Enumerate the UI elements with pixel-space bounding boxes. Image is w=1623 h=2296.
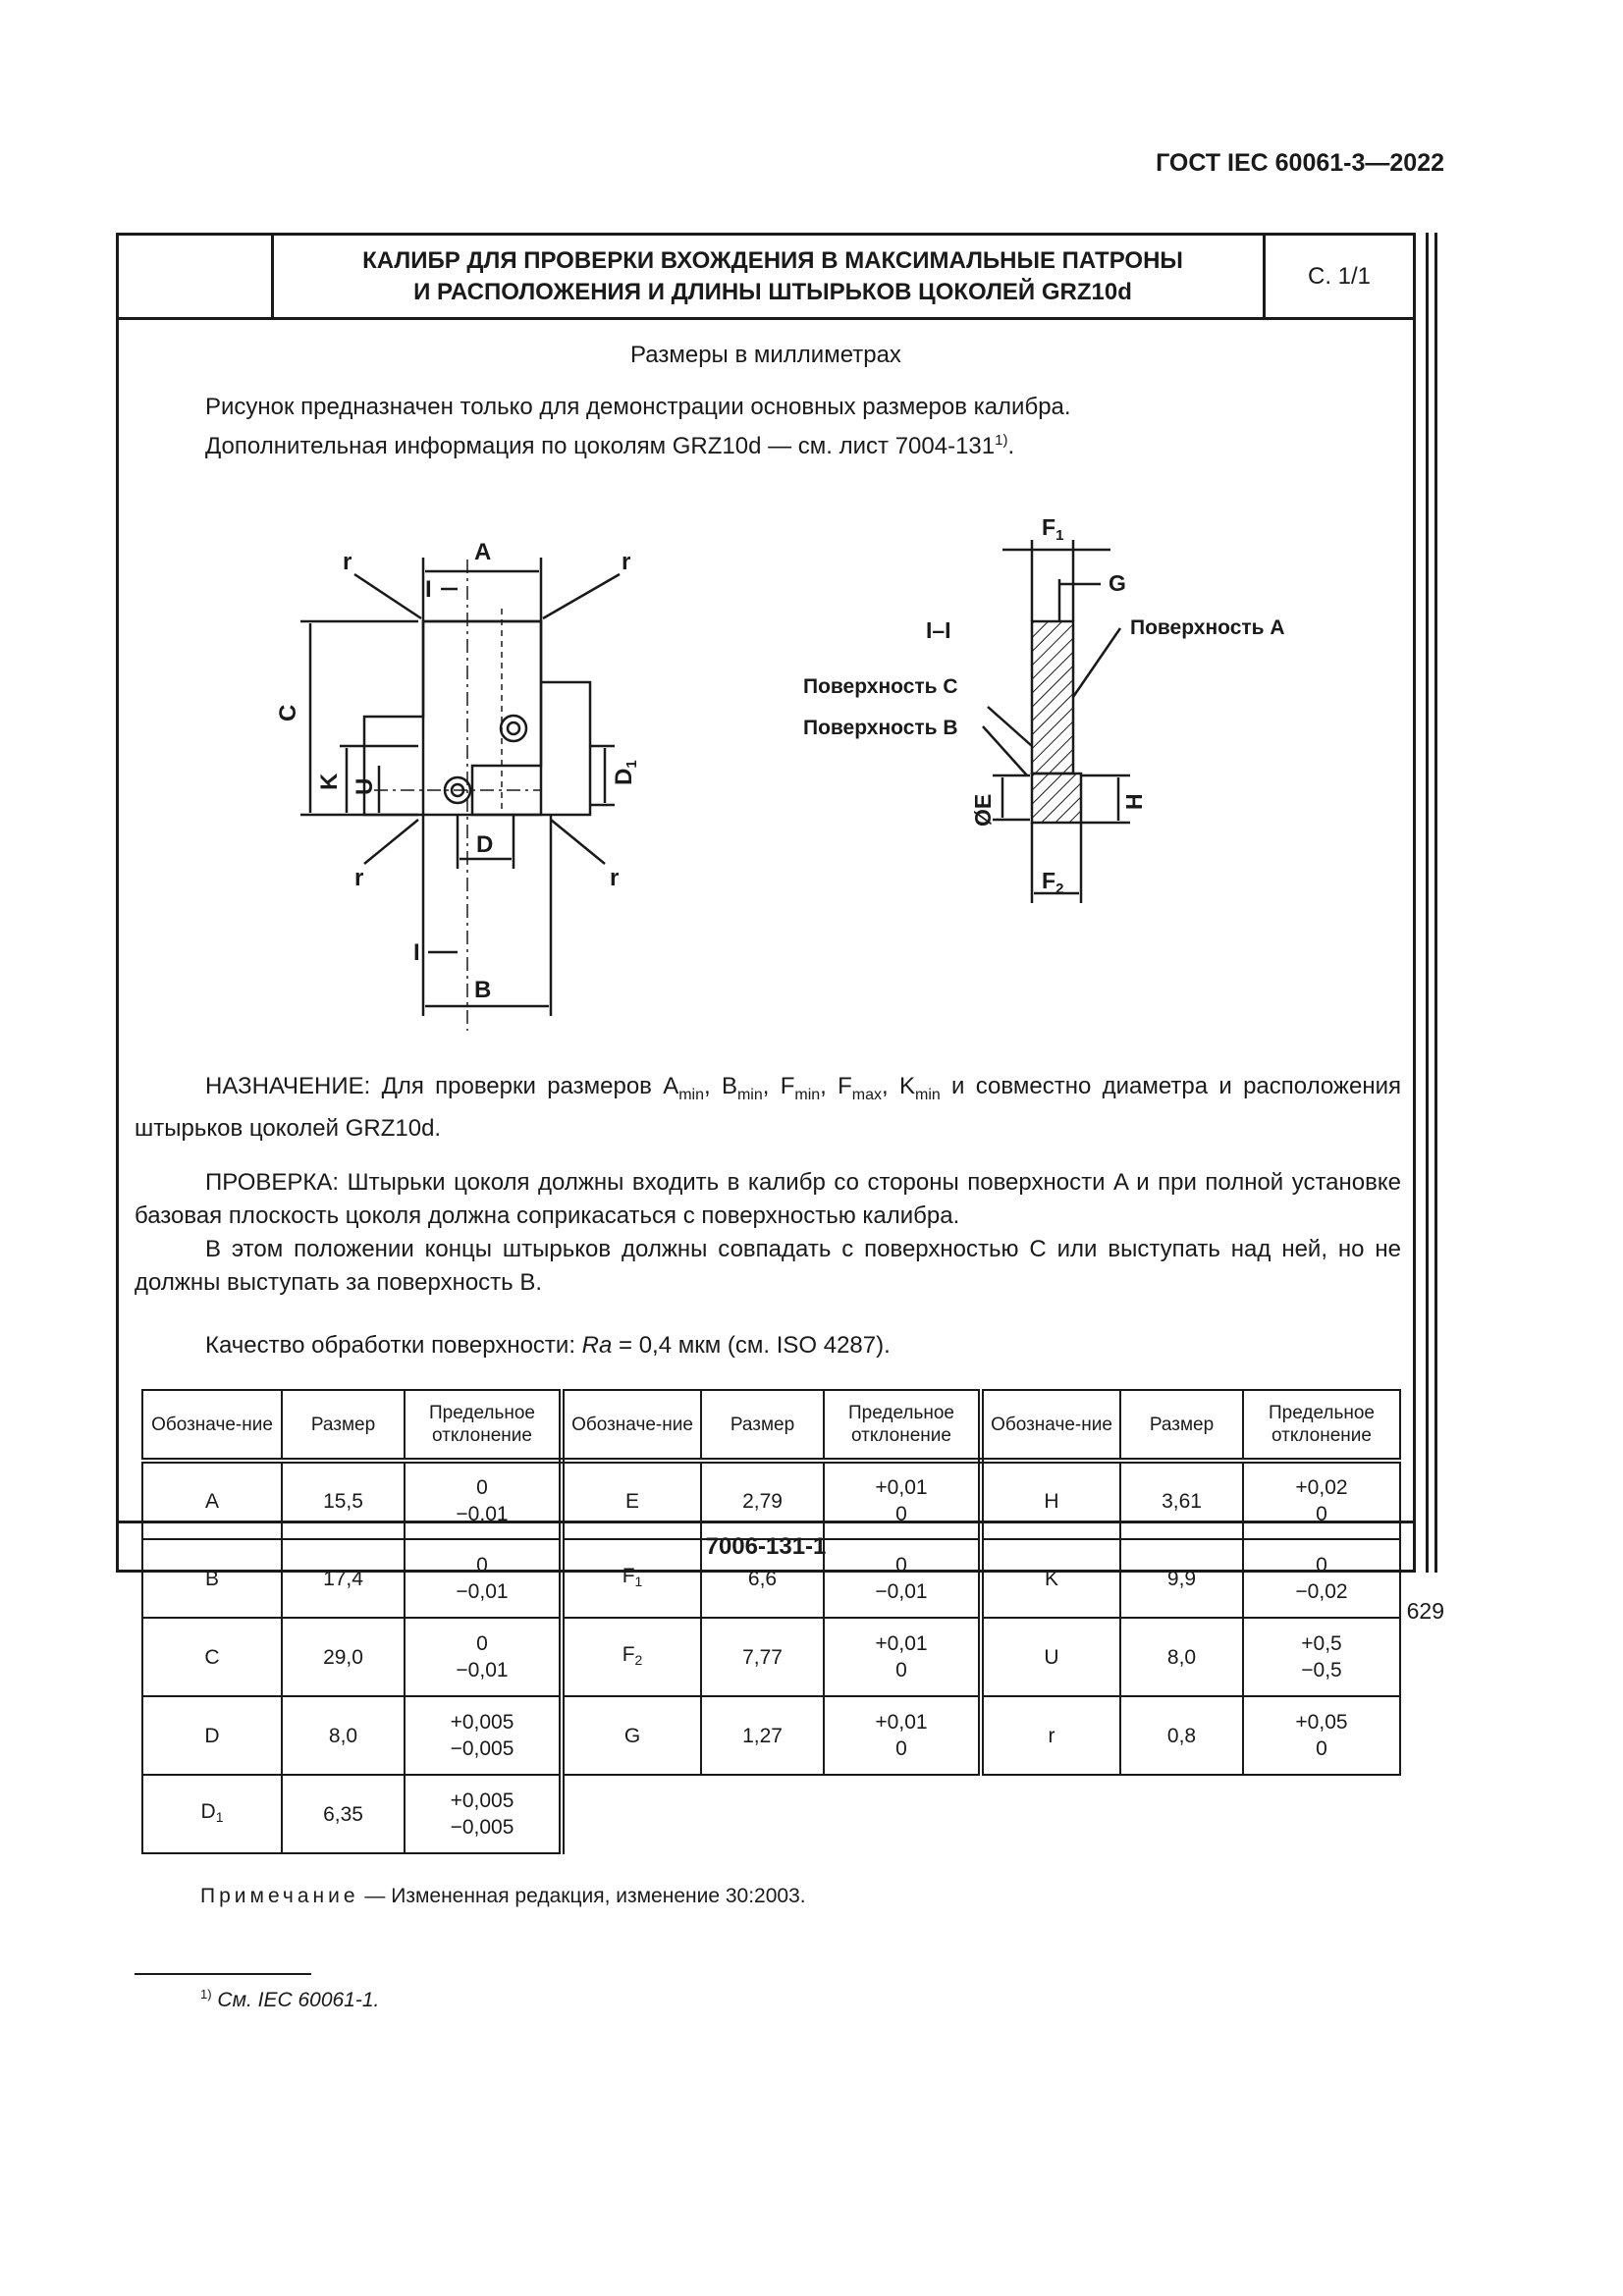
cell-tolerance: +0,005 −0,005	[405, 1775, 562, 1853]
label-C: C	[275, 704, 301, 721]
cell-designation: C	[142, 1618, 282, 1696]
table-header-row	[142, 1390, 1400, 1461]
frame-double-line	[1434, 233, 1437, 1573]
sheet-code: 7006-131-1	[119, 1521, 1413, 1570]
label-D1: $D_1$	[611, 760, 640, 785]
label-H: H	[1121, 793, 1147, 810]
cell-tolerance: +0,02 0	[1243, 1461, 1400, 1539]
cell-size: 3,61	[1120, 1461, 1243, 1539]
label-E: ØE	[970, 793, 996, 827]
cell-designation: K	[981, 1539, 1120, 1618]
label-I-top: I	[425, 576, 432, 603]
cell-size: 6,35	[282, 1775, 405, 1853]
cell-designation: B	[142, 1539, 282, 1618]
label-K: K	[316, 773, 343, 790]
cell-tolerance: 0 −0,01	[824, 1539, 981, 1618]
cell-tolerance: +0,01 0	[824, 1461, 981, 1539]
cell-tolerance: 0 −0,02	[1243, 1539, 1400, 1618]
cell-designation: D	[142, 1696, 282, 1775]
label-surface-c: Поверхность C	[803, 675, 958, 698]
intro-line-2: Дополнительная информация по цоколям GRZ10d — см. лист 7004-131$^{1)}$.	[205, 432, 1015, 459]
cell-size: 9,9	[1120, 1539, 1243, 1618]
header-size: Размер	[701, 1390, 824, 1461]
gauge-front-body	[423, 621, 541, 815]
header-designation: Обозначе-ние	[981, 1390, 1120, 1461]
empty-cell	[562, 1775, 1400, 1853]
cell-designation: A	[142, 1461, 282, 1539]
table-row	[142, 1775, 1400, 1853]
cell-size: 2,79	[701, 1461, 824, 1539]
cell-size: 7,77	[701, 1618, 824, 1696]
cell-size: 0,8	[1120, 1696, 1243, 1775]
intro-line-1: Рисунок предназначен только для демонстрации основных размеров калибра.	[205, 394, 1071, 420]
dimensions-note: Размеры в миллиметрах	[630, 342, 901, 368]
cell-size: 17,4	[282, 1539, 405, 1618]
header-size: Размер	[282, 1390, 405, 1461]
cell-tolerance: 0 −0,01	[405, 1461, 562, 1539]
check-paragraph-1: ПРОВЕРКА: Штырьки цоколя должны входить в калибр со стороны поверхности A и при полной установке базовая плоскость цоколя должна соприкасаться с поверхностью калибра.	[135, 1169, 1401, 1229]
title-blank-cell	[119, 236, 274, 317]
cell-size: 1,27	[701, 1696, 824, 1775]
cell-tolerance: +0,01 0	[824, 1618, 981, 1696]
label-F2: $F_2$	[1042, 868, 1064, 897]
label-r-1: r	[343, 549, 352, 575]
label-r-2: r	[622, 549, 631, 575]
header-designation: Обозначе-ние	[562, 1390, 701, 1461]
surface-quality: Качество обработки поверхности: Ra = 0,4 мкм (см. ISO 4287).	[205, 1332, 891, 1359]
section-upper	[1032, 621, 1073, 774]
header-designation: Обозначе-ние	[142, 1390, 282, 1461]
cell-size: 8,0	[282, 1696, 405, 1775]
cell-designation: G	[562, 1696, 701, 1775]
cell-designation: $D_1$	[142, 1775, 282, 1853]
label-F1: $F_1$	[1042, 514, 1064, 544]
dimensions-table	[141, 1389, 1401, 1854]
section-lower	[1032, 774, 1081, 823]
header-tolerance: Предельное отклонение	[1243, 1390, 1400, 1461]
cell-size: 6,6	[701, 1539, 824, 1618]
intro-text	[205, 391, 1071, 463]
cell-size: 8,0	[1120, 1618, 1243, 1696]
cell-designation: $F_2$	[562, 1618, 701, 1696]
gauge-drawing	[119, 481, 1415, 1286]
cell-designation: $F_1$	[562, 1539, 701, 1618]
label-r-3: r	[354, 865, 364, 891]
cell-designation: E	[562, 1461, 701, 1539]
cell-size: 15,5	[282, 1461, 405, 1539]
cell-size: 29,0	[282, 1618, 405, 1696]
label-r-4: r	[610, 865, 620, 891]
cell-tolerance: 0 −0,01	[405, 1539, 562, 1618]
note: Примечание — Измененная редакция, изменение 30:2003.	[200, 1885, 806, 1907]
cell-tolerance: 0 −0,01	[405, 1618, 562, 1696]
standard-header: ГОСТ IEC 60061-3—2022	[1156, 149, 1444, 177]
cell-designation: r	[981, 1696, 1120, 1775]
cell-tolerance: +0,05 0	[1243, 1696, 1400, 1775]
label-U: U	[352, 777, 378, 795]
cell-tolerance: +0,005 −0,005	[405, 1696, 562, 1775]
sheet-number: С. 1/1	[1263, 236, 1413, 317]
sheet-title	[277, 236, 1269, 317]
cell-tolerance: +0,01 0	[824, 1696, 981, 1775]
table-row	[142, 1696, 1400, 1775]
frame-double-line	[1426, 233, 1429, 1573]
table-row	[142, 1618, 1400, 1696]
title-line-1: КАЛИБР ДЛЯ ПРОВЕРКИ ВХОЖДЕНИЯ В МАКСИМАЛЬНЫЕ ПАТРОНЫ	[362, 246, 1183, 274]
purpose-paragraph: НАЗНАЧЕНИЕ: Для проверки размеров $A_{min}$, $B_{min}$, $F_{min}$, $F_{max}$, $K_{min}$ и совместно диаметра и расположения штырьков цоколей GRZ10d.	[135, 1073, 1401, 1142]
sheet-frame	[116, 233, 1416, 2011]
page-number: 629	[1406, 1598, 1444, 1624]
label-B: B	[474, 977, 492, 1003]
label-section: I–I	[926, 617, 951, 643]
title-line-2: И РАСПОЛОЖЕНИЯ И ДЛИНЫ ШТЫРЬКОВ ЦОКОЛЕЙ GRZ10d	[413, 278, 1132, 305]
cell-designation: H	[981, 1461, 1120, 1539]
label-A: A	[474, 539, 492, 565]
header-size: Размер	[1120, 1390, 1243, 1461]
label-G: G	[1109, 570, 1126, 596]
check-paragraph-2: В этом положении концы штырьков должны совпадать с поверхностью C или выступать над ней, но не должны выступать за поверхность B.	[135, 1236, 1401, 1296]
cell-designation: U	[981, 1618, 1120, 1696]
pin-hole-1	[501, 716, 526, 741]
header-tolerance: Предельное отклонение	[824, 1390, 981, 1461]
title-block	[119, 236, 1413, 320]
label-I-bottom: I	[413, 939, 420, 966]
label-D: D	[476, 831, 494, 858]
label-surface-a: Поверхность A	[1130, 616, 1285, 639]
footnote: $^{1)}$ См. IEC 60061-1.	[200, 1987, 380, 2011]
footnote-separator	[135, 1973, 311, 1975]
label-surface-b: Поверхность B	[803, 717, 958, 739]
header-tolerance: Предельное отклонение	[405, 1390, 562, 1461]
cell-tolerance: +0,5 −0,5	[1243, 1618, 1400, 1696]
